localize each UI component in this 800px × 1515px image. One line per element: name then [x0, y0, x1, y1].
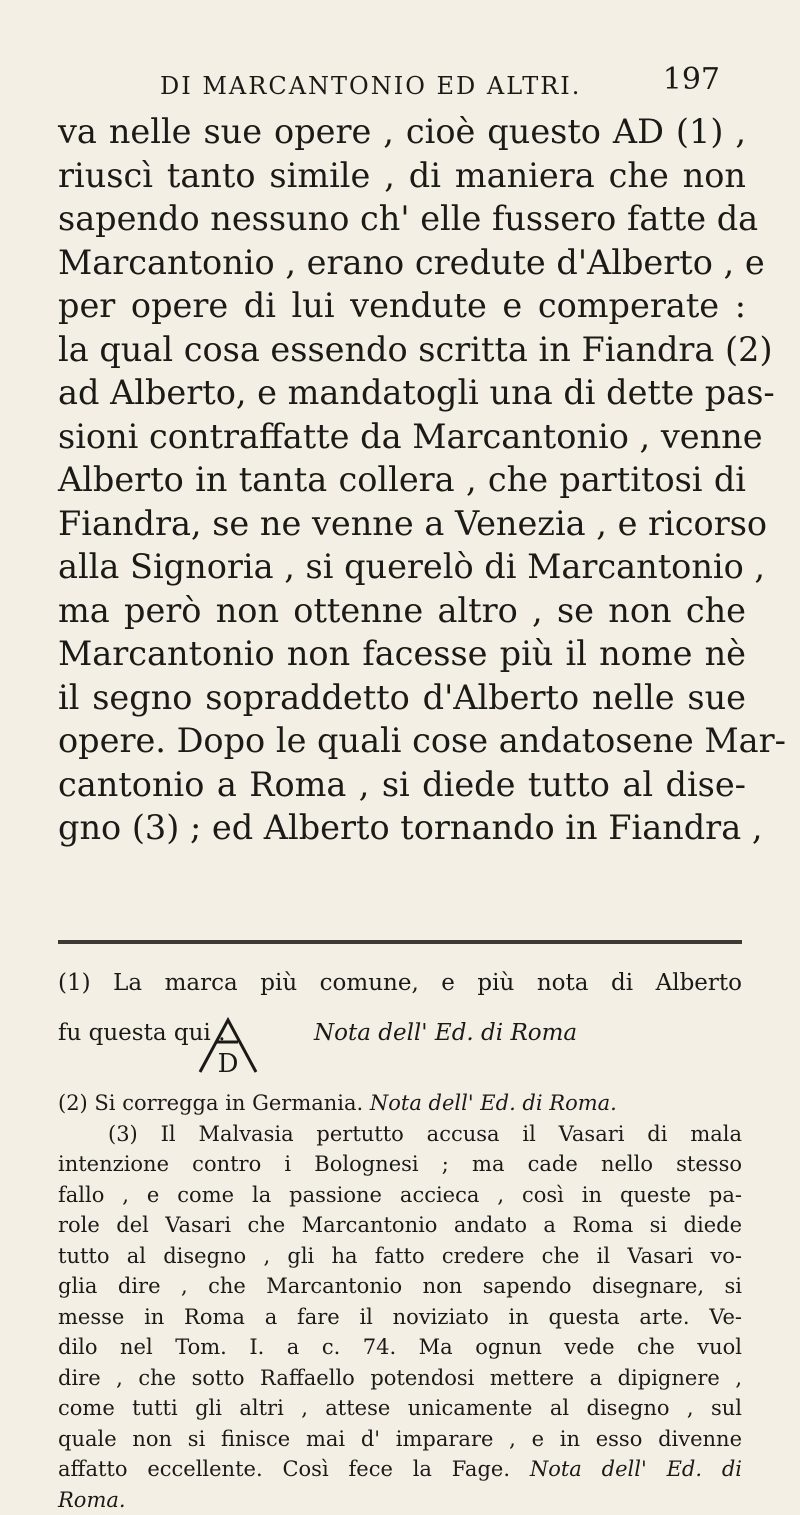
footnote-3-source: Nota dell' Ed. di	[530, 1457, 742, 1481]
text-line: il segno sopraddetto d'Alberto nelle sue	[58, 676, 746, 720]
text-line: Marcantonio , erano credute d'Alberto , e	[58, 241, 746, 285]
footnote-3-last-line	[58, 1454, 742, 1485]
text-line: cantonio a Roma , si diede tutto al dise-	[58, 763, 746, 807]
footnote-1-source: Nota dell' Ed. di Roma	[314, 1018, 577, 1049]
footnote-2-source: Nota dell' Ed. di Roma.	[370, 1091, 617, 1115]
text-line: per opere di lui vendute e comperate :	[58, 284, 746, 328]
footnote-3-line: dilo nel Tom. I. a c. 74. Ma ognun vede che vuol	[58, 1332, 742, 1363]
footnote-separator-rule	[58, 940, 742, 944]
text-line: ma però non ottenne altro , se non che	[58, 589, 746, 633]
running-title: DI MARCANTONIO ED ALTRI.	[160, 72, 581, 100]
footnote-3-line: (3) Il Malvasia pertutto accusa il Vasari di mala	[58, 1119, 742, 1150]
footnote-2-text: (2) Si corregga in Germania.	[58, 1091, 363, 1115]
text-line: alla Signoria , si querelò di Marcantonio ,	[58, 545, 746, 589]
footnote-3-line: come tutti gli altri , attese unicamente al disegno , sul	[58, 1393, 742, 1424]
text-line: Alberto in tanta collera , che partitosi di	[58, 458, 746, 502]
text-line: gno (3) ; ed Alberto tornando in Fiandra ,	[58, 806, 746, 850]
durer-monogram-icon	[190, 1012, 274, 1082]
footnotes	[58, 958, 742, 1515]
text-line: opere. Dopo le quali cose andatosene Mar-	[58, 719, 746, 763]
footnote-3-line: fallo , e come la passione accieca , così in queste pa-	[58, 1180, 742, 1211]
footnote-3-line: quale non si finisce mai d' imparare , e in esso divenne	[58, 1424, 742, 1455]
footnote-3-line: tutto al disegno , gli ha fatto credere che il Vasari vo-	[58, 1241, 742, 1272]
footnote-3-line-text: affatto eccellente. Così fece la Fage.	[58, 1457, 510, 1481]
footnote-2	[58, 1088, 742, 1119]
main-text	[58, 110, 746, 850]
footnote-1-lead: fu questa qui :	[58, 1018, 226, 1049]
monogram-letter: D	[218, 1049, 239, 1079]
running-head	[160, 62, 720, 102]
text-line: ad Alberto, e mandatogli una di dette pas-	[58, 371, 746, 415]
text-line: la qual cosa essendo scritta in Fiandra (2)	[58, 328, 746, 372]
text-line: sioni contraffatte da Marcantonio , venne	[58, 415, 746, 459]
footnote-3-line: role del Vasari che Marcantonio andato a Roma si diede	[58, 1210, 742, 1241]
footnote-3-line: messe in Roma a fare il noviziato in questa arte. Ve-	[58, 1302, 742, 1333]
footnote-3-line: glia dire , che Marcantonio non sapendo disegnare, si	[58, 1271, 742, 1302]
text-line: Fiandra, se ne venne a Venezia , e ricorso	[58, 502, 746, 546]
text-line: riuscì tanto simile , di maniera che non	[58, 154, 746, 198]
page-number: 197	[663, 62, 720, 97]
text-line: va nelle sue opere , cioè questo AD (1) ,	[58, 110, 746, 154]
footnote-3-line: intenzione contro i Bolognesi ; ma cade nello stesso	[58, 1149, 742, 1180]
footnote-1-line: (1) La marca più comune, e più nota di Alberto	[58, 958, 742, 1008]
footnote-3-line: dire , che sotto Raffaello potendosi mettere a dipignere ,	[58, 1363, 742, 1394]
text-line: sapendo nessuno ch' elle fussero fatte da	[58, 197, 746, 241]
footnote-1-mark-row	[58, 1008, 742, 1088]
footnote-3-source-end: Roma.	[58, 1485, 742, 1515]
text-line: Marcantonio non facesse più il nome nè	[58, 632, 746, 676]
